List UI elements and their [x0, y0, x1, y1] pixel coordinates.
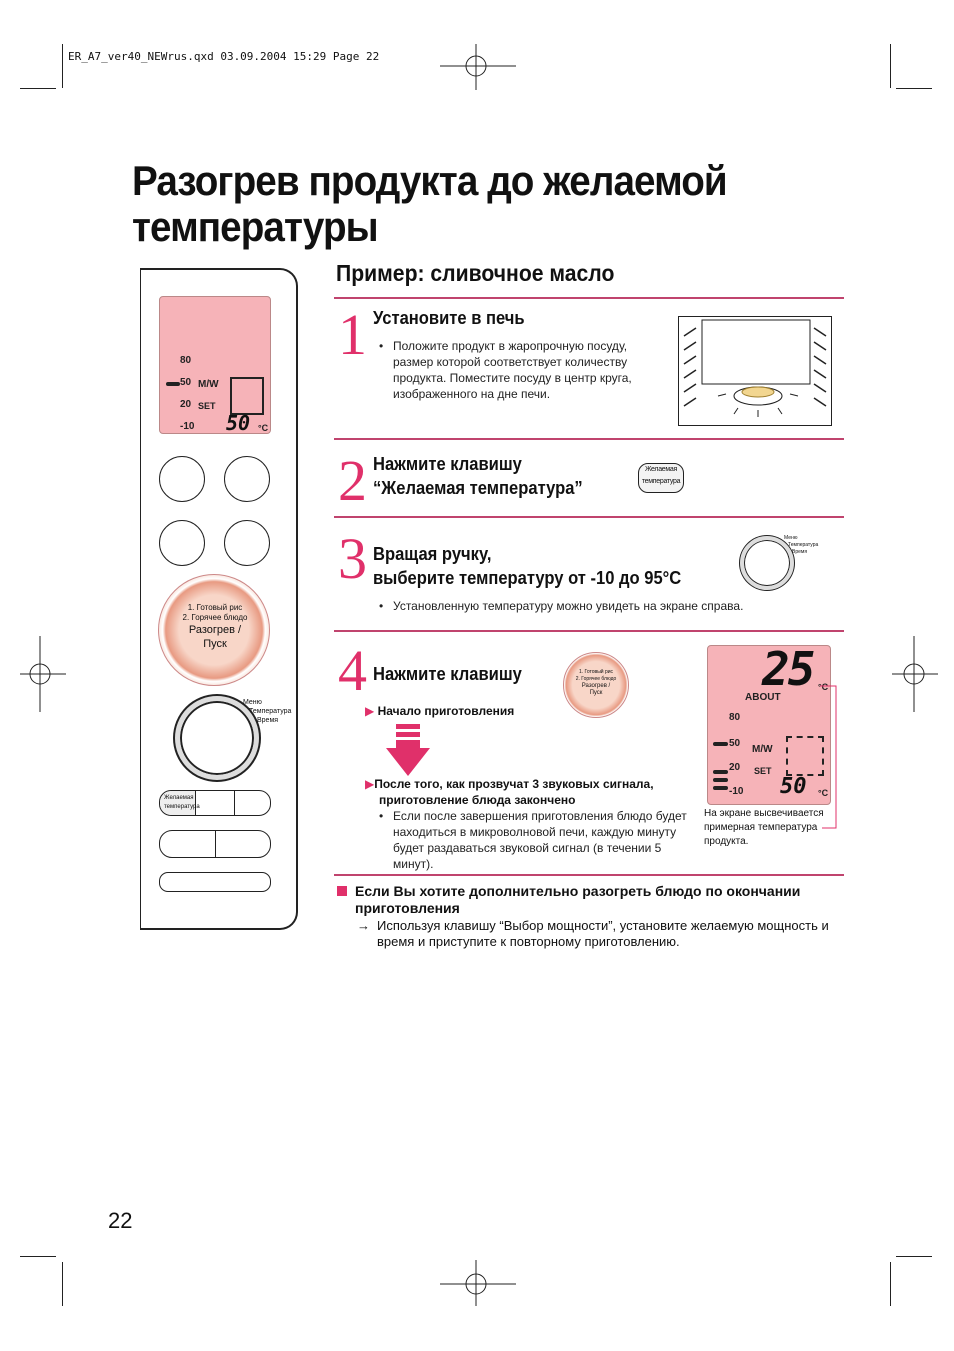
finish-note-line1: После того, как прозвучат 3 звуковых сигнала, — [374, 777, 654, 791]
extra-square-icon — [337, 886, 347, 896]
step3-bullet: • Установленную температуру можно увидеть на экране справа. — [393, 598, 833, 614]
step4-btn-line1: 1. Готовый рис — [578, 669, 614, 675]
reheat-line3: Разогрев / — [188, 624, 242, 636]
file-info: ER_A7_ver40_NEWrus.qxd 03.09.2004 15:29 Page 22 — [68, 50, 380, 63]
step4-lcd-bar-1 — [713, 742, 728, 746]
start-note — [365, 704, 514, 718]
step2-desired-temp-button[interactable] — [638, 463, 684, 493]
step4-lcd-bar-3 — [713, 778, 728, 782]
step2-heading — [373, 452, 583, 500]
step3-heading-line2: выберите температуру от -10 до 95°C — [373, 568, 682, 588]
lcd-caption: На экране высвечивается примерная температура продукта. — [704, 808, 824, 847]
registration-mark-bottom — [440, 1260, 516, 1306]
extra-text-line1: Используя клавишу “Выбор мощности”, установите желаемую мощность и — [377, 918, 829, 933]
step4-lcd-plate-box — [786, 736, 824, 776]
extra-heading — [355, 883, 800, 917]
panel-door-button[interactable] — [159, 872, 271, 892]
step4-lcd-set: SET — [754, 766, 772, 776]
step4-btn-line2: 2. Горячее блюдо — [575, 676, 617, 682]
step3-knob-label-menu: Меню — [784, 535, 798, 541]
step3-knob-label-time: Время — [792, 549, 808, 555]
step4-btn-line3: Разогрев / — [581, 683, 611, 689]
page-title-line2: температуры — [132, 203, 378, 250]
reheat-start-button[interactable] — [158, 574, 270, 686]
panel-button-1[interactable] — [159, 456, 205, 502]
registration-mark-top — [440, 44, 516, 90]
reheat-line1: 1. Готовый рис — [187, 603, 243, 612]
step3-heading-line1: Вращая ручку, — [373, 544, 492, 564]
panel-lcd-level-neg10: -10 — [180, 421, 195, 432]
step4-lcd-unit: °C — [818, 788, 829, 798]
panel-button-4[interactable] — [224, 520, 270, 566]
step4-lcd-level-neg10: -10 — [729, 786, 744, 797]
page-title — [132, 158, 727, 250]
step4-lcd-level-20: 20 — [729, 762, 741, 773]
rule-step2 — [334, 438, 844, 440]
step1-number: 1 — [338, 302, 367, 367]
extra-heading-line1: Если Вы хотите дополнительно разогреть блюдо по окончании — [355, 883, 801, 899]
step4-lcd — [707, 642, 831, 805]
extra-heading-line2: приготовления — [355, 900, 460, 916]
step2-button-line1: Желаемая — [644, 466, 677, 473]
step4-lcd-mw: M/W — [752, 744, 773, 755]
panel-start-stop-row[interactable] — [159, 830, 271, 858]
rule-extra — [334, 874, 844, 876]
rule-step3 — [334, 516, 844, 518]
step4-heading: Нажмите клавишу — [373, 664, 522, 684]
page-title-line1: Разогрев продукта до желаемой — [132, 157, 727, 204]
start-note-text: Начало приготовления — [377, 704, 515, 718]
panel-desired-temp-row — [159, 790, 271, 816]
step4-lcd-level-50: 50 — [729, 738, 741, 749]
panel-lcd-unit: °C — [258, 423, 269, 433]
panel-lcd-value: 50 — [226, 411, 251, 435]
panel-button-2[interactable] — [224, 456, 270, 502]
control-panel — [140, 268, 298, 930]
panel-knob-label-menu: Меню — [243, 699, 262, 706]
oven-illustration — [678, 316, 832, 426]
reheat-line4: Пуск — [203, 638, 227, 650]
finish-note — [365, 776, 654, 808]
step3-knob-labels — [784, 535, 818, 556]
step4-btn-line4: Пуск — [589, 690, 603, 696]
step4-number: 4 — [338, 638, 367, 703]
panel-knob-label-time: Время — [257, 717, 279, 724]
extra-arrow-icon: → — [357, 918, 370, 933]
desired-temp-line1: Желаемая — [164, 795, 194, 801]
desired-temp-line2: температура — [164, 804, 200, 810]
panel-knob-label-temp: Температура — [249, 708, 292, 715]
step4-lcd-unit-top: °C — [818, 682, 829, 692]
step4-lcd-bar-4 — [713, 786, 728, 790]
panel-lcd — [159, 296, 271, 434]
step4-lcd-bar-2 — [713, 770, 728, 774]
panel-lcd-indicator — [166, 382, 180, 386]
down-arrow-icon — [386, 724, 430, 776]
finish-note-marker: ▶ — [365, 777, 375, 791]
step3-number: 3 — [338, 526, 367, 591]
registration-mark-right — [892, 636, 938, 712]
step4-reheat-button[interactable] — [563, 652, 629, 718]
rule-top — [334, 297, 844, 299]
step4-lcd-about: ABOUT — [745, 692, 781, 703]
panel-knob-labels — [243, 698, 291, 725]
step3-heading — [373, 542, 681, 590]
step2-button-line2: температура — [641, 478, 681, 485]
step4-lcd-level-80: 80 — [729, 712, 741, 723]
rule-step4 — [334, 630, 844, 632]
reheat-line2: 2. Горячее блюдо — [182, 613, 248, 622]
step3-knob-label-temp: Температура — [788, 542, 819, 548]
page-subtitle: Пример: сливочное масло — [336, 260, 615, 286]
step2-number: 2 — [338, 448, 367, 513]
step4-bullet: • Если после завершения приготовления блюдо будет находиться в микроволновой печи, каждую минуту будет раздаваться звуковой сигнал (в течении 5 минут). — [393, 808, 697, 872]
step1-bullet: • Положите продукт в жаропрочную посуду, размер которой соответствует количеству продукта. Поместите посуду в центр круга, изображенного на дне печи. — [393, 338, 665, 402]
panel-button-3[interactable] — [159, 520, 205, 566]
panel-lcd-level-50: 50 — [180, 377, 192, 388]
step1-heading: Установите в печь — [373, 308, 525, 328]
finish-note-line2: приготовление блюда закончено — [379, 793, 576, 807]
start-note-marker: ▶ — [365, 704, 375, 718]
panel-lcd-plate-box — [230, 377, 264, 415]
step2-heading-line1: Нажмите клавишу — [373, 454, 522, 474]
step2-heading-line2: “Желаемая температура” — [373, 478, 583, 498]
desired-temp-button[interactable] — [160, 791, 200, 815]
registration-mark-left — [20, 636, 66, 712]
step4-lcd-value: 50 — [780, 774, 807, 799]
step4-lcd-big-value: 25 — [762, 642, 814, 696]
extra-text-line2: время и приступите к повторному приготовлению. — [377, 934, 680, 949]
panel-lcd-level-20: 20 — [180, 399, 192, 410]
page-number: 22 — [108, 1208, 133, 1233]
extra-text — [377, 918, 837, 950]
panel-lcd-set: SET — [198, 401, 216, 411]
panel-lcd-mw: M/W — [198, 379, 219, 390]
panel-lcd-level-80: 80 — [180, 355, 192, 366]
